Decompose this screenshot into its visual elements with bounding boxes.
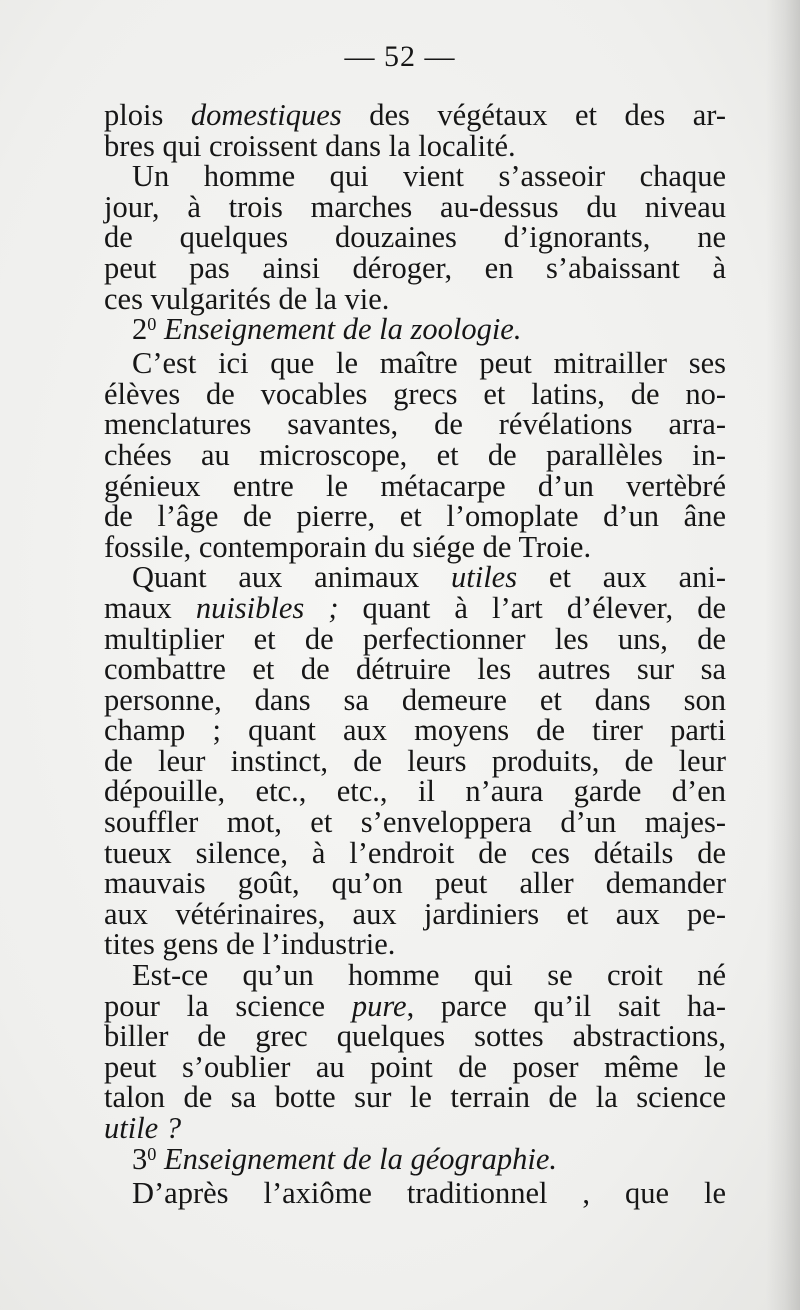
- text-run: et aux ani-: [517, 560, 726, 595]
- text-run: chées au microscope, et de parallèles in-: [104, 437, 726, 472]
- text-run: génieux entre le métacarpe d’un vertèbré: [104, 468, 726, 503]
- text-line: [104, 1049, 726, 1084]
- text-run: 3: [132, 1141, 148, 1176]
- text-line: [104, 409, 726, 440]
- paragraph: [104, 1175, 726, 1210]
- text-run: peut s’oublier au point de poser même le: [104, 1049, 726, 1084]
- text-run: menclatures savantes, de révélations arra-: [104, 407, 726, 442]
- text-line: [104, 807, 726, 838]
- text-line: [104, 437, 726, 472]
- text-run: biller de grec quelques sottes abstractions,: [104, 1019, 726, 1054]
- text-run: pour la science: [104, 988, 352, 1023]
- text-line: [104, 348, 726, 379]
- paragraph: [104, 161, 726, 314]
- text-run: Quant aux animaux: [132, 560, 452, 595]
- italic-text: utile ?: [104, 1111, 182, 1145]
- text-run: C’est ici que le maître peut mitrailler ses: [132, 346, 726, 381]
- text-line: [104, 896, 726, 931]
- text-run: multiplier et de perfectionner les uns, de: [104, 621, 726, 656]
- text-line: [104, 529, 726, 564]
- text-line: [104, 868, 726, 899]
- body-text: [104, 100, 726, 1208]
- text-line: [104, 929, 726, 960]
- text-run: plois: [104, 98, 191, 132]
- text-line: [104, 501, 726, 532]
- text-run: [156, 312, 164, 346]
- text-line: [104, 1113, 726, 1144]
- text-line: [104, 222, 726, 253]
- text-run: [156, 1142, 164, 1176]
- text-run: D’après l’axiôme traditionnel , que le: [132, 1175, 726, 1210]
- text-run: jour, à trois marches au-dessus du niveau: [104, 189, 726, 224]
- text-run: de l’âge de pierre, et l’omoplate d’un âne: [104, 499, 726, 534]
- text-run: mauvais goût, qu’on peut aller demander: [104, 866, 726, 901]
- text-line: [104, 281, 726, 316]
- section-heading: [104, 1141, 726, 1178]
- text-line: [104, 776, 726, 807]
- superscript: 0: [147, 314, 157, 335]
- text-run: combattre et de détruire les autres sur sa: [104, 652, 726, 687]
- text-run: bres qui croissent dans la localité.: [104, 128, 516, 163]
- text-run: quant à l’art d’élever, de: [338, 590, 726, 625]
- page-edge-shadow: [766, 0, 800, 1310]
- text-line: [104, 1141, 726, 1178]
- text-line: [104, 682, 726, 717]
- text-run: des végétaux et des ar-: [341, 98, 726, 132]
- text-run: tites gens de l’industrie.: [104, 927, 396, 962]
- text-run: Un homme qui vient s’asseoir chaque: [132, 159, 726, 194]
- text-line: [104, 128, 726, 163]
- text-run: souffler mot, et s’enveloppera d’un majes-: [104, 805, 726, 840]
- text-line: [104, 743, 726, 778]
- superscript: 0: [147, 1143, 157, 1164]
- text-run: dépouille, etc., etc., il n’aura garde d’en: [104, 774, 726, 809]
- text-line: [104, 562, 726, 593]
- text-line: [104, 314, 726, 348]
- text-run: Est-ce qu’un homme qui se croit né: [132, 958, 726, 993]
- paragraph: [104, 562, 726, 960]
- text-run: talon de sa botte sur le terrain de la science: [104, 1080, 726, 1115]
- page-number: — 52 —: [344, 40, 456, 73]
- text-run: tueux silence, à l’endroit de ces détails de: [104, 835, 726, 870]
- text-run: maux: [104, 590, 196, 625]
- text-line: [104, 468, 726, 503]
- text-line: [104, 1082, 726, 1113]
- italic-text: nuisibles ;: [195, 590, 339, 625]
- text-run: peut pas ainsi déroger, en s’abaissant à: [104, 250, 726, 285]
- text-line: [104, 621, 726, 656]
- text-line: [104, 988, 726, 1023]
- text-line: [104, 654, 726, 685]
- text-run: élèves de vocables grecs et latins, de no-: [104, 376, 726, 411]
- section-heading: [104, 314, 726, 348]
- paragraph: [104, 100, 726, 161]
- text-line: [104, 1021, 726, 1052]
- text-run: fossile, contemporain du siége de Troie.: [104, 529, 592, 564]
- text-line: [104, 189, 726, 224]
- text-run: personne, dans sa demeure et dans son: [104, 682, 726, 717]
- text-run: de leur instinct, de leurs produits, de leur: [104, 743, 726, 778]
- text-line: [104, 960, 726, 991]
- text-run: champ ; quant aux moyens de tirer parti: [104, 713, 726, 748]
- italic-text: utiles: [451, 560, 518, 595]
- text-line: [104, 835, 726, 870]
- text-run: , parce qu’il sait ha-: [406, 988, 726, 1023]
- text-line: [104, 376, 726, 411]
- paragraph: [104, 960, 726, 1144]
- italic-text: Enseignement de la zoologie.: [164, 312, 522, 347]
- italic-text: domestiques: [190, 98, 342, 132]
- text-line: [104, 590, 726, 625]
- text-run: 2: [132, 312, 148, 347]
- text-line: [104, 100, 726, 131]
- text-line: [104, 250, 726, 285]
- paragraph: [104, 348, 726, 562]
- text-run: de quelques douzaines d’ignorants, ne: [104, 220, 726, 255]
- italic-text: Enseignement de la géographie.: [164, 1141, 558, 1176]
- text-run: ces vulgarités de la vie.: [104, 281, 390, 316]
- italic-text: pure: [351, 988, 407, 1023]
- text-line: [104, 715, 726, 746]
- text-run: aux vétérinaires, aux jardiniers et aux pe-: [104, 896, 726, 931]
- text-line: [104, 1175, 726, 1210]
- text-line: [104, 161, 726, 192]
